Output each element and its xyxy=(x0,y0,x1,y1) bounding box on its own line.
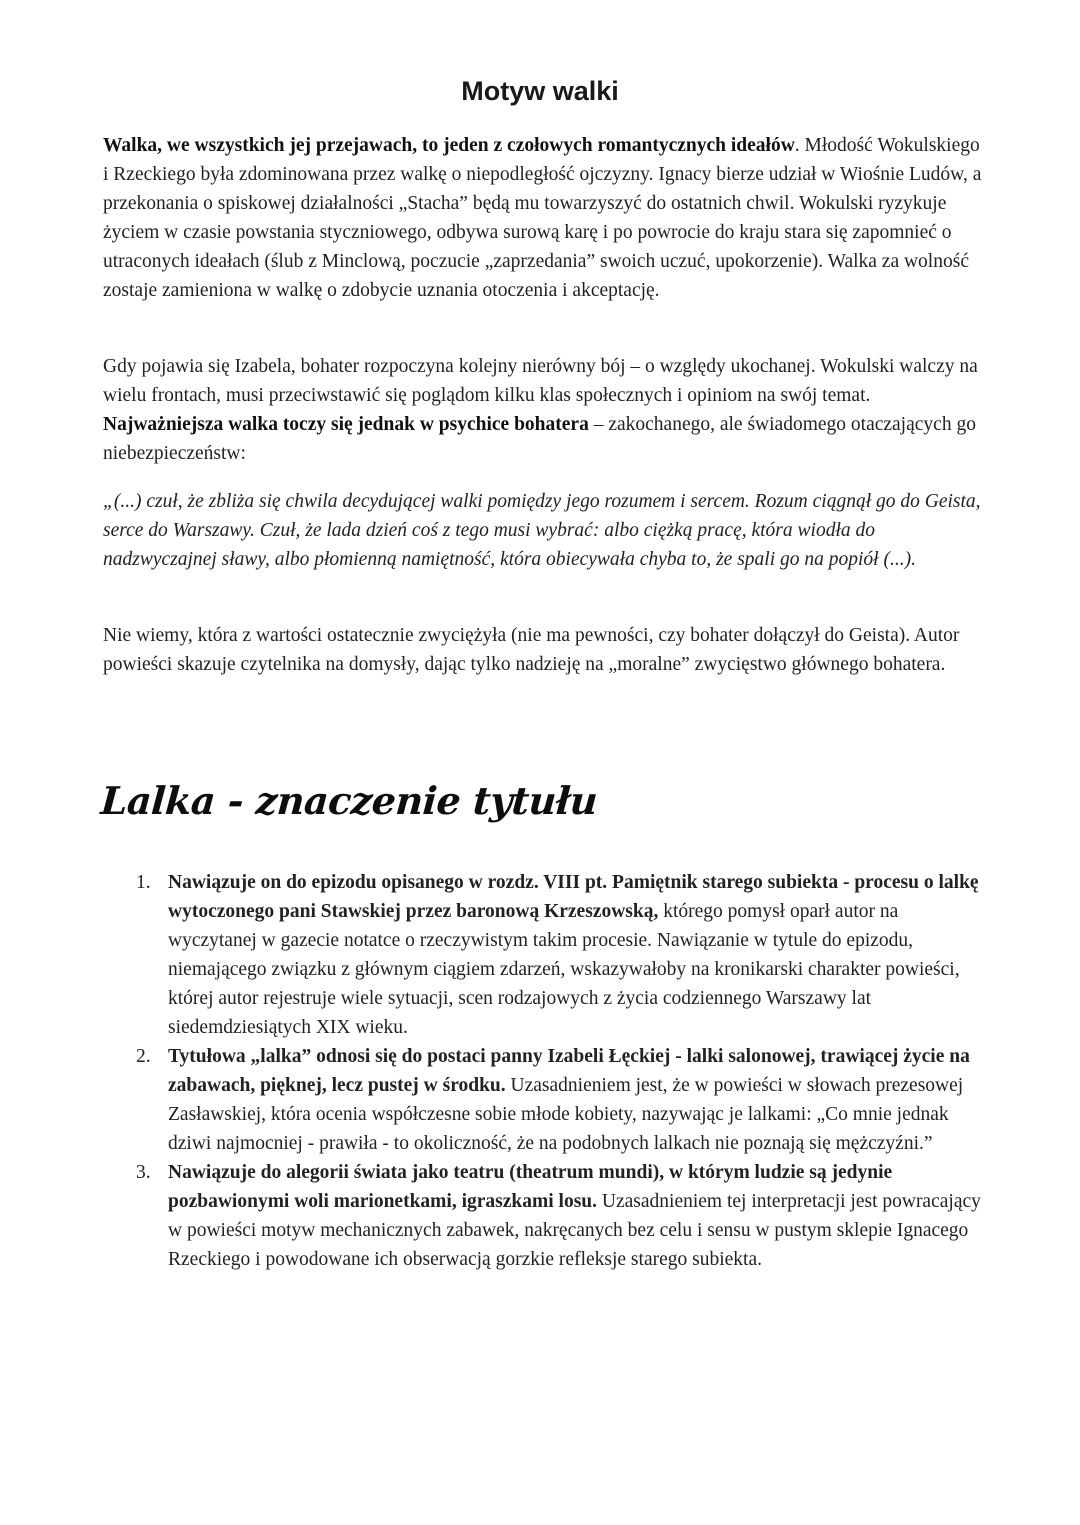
list-item-text: Uzasadnieniem jest, że w powieści w słowach prezesowej Zasławskiej, która ocenia współczesne sobie młode kobiety, nazywając je lalkami: „Co mnie jednak dziwi najmocniej - prawiła - to okoliczność, że na podobnych lalkach nie poznają się mężczyźni.” xyxy=(168,1075,964,1154)
list-item-number: 1. xyxy=(136,872,151,893)
quote-paragraph: „(...) czuł, że zbliża się chwila decydującej walki pomiędzy jego rozumem i sercem. Rozum ciągnął go do Geista, serce do Warszawy. Czuł, że lada dzień coś z tego musi wybrać: albo ciężką pracę, która wiodła do nadzwyczajnej sławy, albo płomienną namiętność, która obiecywała chyba to, że spali go na popiół (...). xyxy=(103,491,981,570)
paragraph-1-bold: Walka, we wszystkich jej przejawach, to jeden z czołowych romantycznych ideałów xyxy=(103,135,795,156)
list-item-number: 2. xyxy=(136,1046,151,1067)
list-item-bold: Nawiązuje do alegorii świata jako teatru (theatrum mundi), w którym ludzie są jedynie pozbawionymi woli marionetkami, igraszkami losu. xyxy=(168,1162,893,1212)
list-item xyxy=(136,1042,983,1158)
paragraph-2 xyxy=(103,352,983,468)
list-item-text: Uzasadnieniem tej interpretacji jest powracający w powieści motyw mechanicznych zabawek, nakręcanych bez celu i sensu w pustym sklepie Ignacego Rzeckiego i powodowane ich obserwacją gorzkie refleksje starego subiekta. xyxy=(168,1191,981,1270)
list-item-text: którego pomysł oparł autor na wyczytanej w gazecie notatce o rzeczywistym takim procesie. Nawiązanie w tytule do epizodu, niemającego związku z głównym ciągiem zdarzeń, wskazywałoby na kronikarski charakter powieści, której autor rejestruje wiele sytuacji, scen rodzajowych z życia codziennego Warszawy lat siedemdziesiątych XIX wieku. xyxy=(168,901,960,1038)
paragraph-2-bold: Najważniejsza walka toczy się jednak w psychice bohatera xyxy=(103,414,589,435)
paragraph-1 xyxy=(103,131,983,305)
paragraph-1-text: . Młodość Wokulskiego i Rzeckiego była zdominowana przez walkę o niepodległość ojczyzny. Ignacy bierze udział w Wiośnie Ludów, a przekonania o spiskowej działalności „Stacha” będą mu towarzyszyć do ostatnich chwil. Wokulski ryzykuje życiem w czasie powstania styczniowego, odbywa surową karę i po powrocie do kraju stara się zapomnieć o utraconych ideałach (ślub z Minclową, poczucie „zaprzedania” swoich uczuć, upokorzenie). Walka za wolność zostaje zamieniona w walkę o zdobycie uznania otoczenia i akceptację. xyxy=(103,135,982,301)
section-title-motyw-walki: Motyw walki xyxy=(461,76,619,106)
list-item-bold: Nawiązuje on do epizodu opisanego w rozdz. VIII pt. Pamiętnik starego subiekta - procesu o lalkę wytoczonego pani Stawskiej przez baronową Krzeszowską, xyxy=(168,872,979,922)
list-item-number: 3. xyxy=(136,1162,151,1183)
section-title-lalka: Lalka - znaczenie tytułu xyxy=(99,778,599,823)
list-item xyxy=(136,868,983,1042)
paragraph-2-lead: Gdy pojawia się Izabela, bohater rozpoczyna kolejny nierówny bój – o względy ukochanej. Wokulski walczy na wielu frontach, musi przeciwstawić się poglądom kilku klas społecznych i opiniom na swój temat. xyxy=(103,356,978,406)
title-meaning-list xyxy=(136,868,983,1274)
paragraph-3: Nie wiemy, która z wartości ostatecznie zwyciężyła (nie ma pewności, czy bohater dołączył do Geista). Autor powieści skazuje czytelnika na domysły, dając tylko nadzieję na „moralne” zwycięstwo głównego bohatera. xyxy=(103,625,960,675)
paragraph-2-text: – zakochanego, ale świadomego otaczających go niebezpieczeństw: xyxy=(103,414,976,464)
list-item-bold: Tytułowa „lalka” odnosi się do postaci panny Izabeli Łęckiej - lalki salonowej, trawiącej życie na zabawach, pięknej, lecz pustej w środku. xyxy=(168,1046,970,1096)
list-item xyxy=(136,1158,983,1274)
